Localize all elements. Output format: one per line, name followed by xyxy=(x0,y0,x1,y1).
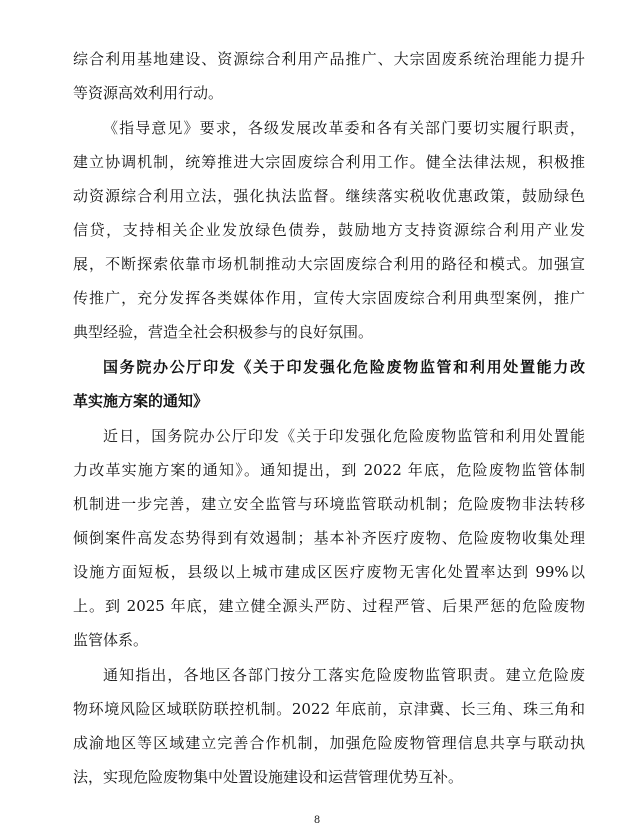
text-line: 建立协调机制，统筹推进大宗固废综合利用工作。健全法律法规，积极推 xyxy=(73,153,585,171)
text-line: 监管体系。 xyxy=(73,631,149,649)
text-line: 法，实现危险废物集中处置设施建设和运营管理优势互补。 xyxy=(73,768,464,786)
text-line: 机制进一步完善，建立安全监管与环境监管联动机制；危险废物非法转移 xyxy=(73,495,585,513)
text-line: 传推广，充分发挥各类媒体作用，宣传大宗固废综合利用典型案例，推广 xyxy=(73,289,585,307)
text-line: 力改革实施方案的通知》。通知提出，到 2022 年底，危险废物监管体制 xyxy=(73,461,585,479)
section-heading: 革实施方案的通知》 xyxy=(73,392,209,410)
text-line: 倾倒案件高发态势得到有效遏制；基本补齐医疗废物、危险废物收集处理 xyxy=(73,529,585,547)
text-line: 上。到 2025 年底，建立健全源头严防、过程严管、后果严惩的危险废物 xyxy=(73,597,585,615)
text-line: 近日，国务院办公厅印发《关于印发强化危险废物监管和利用处置能 xyxy=(103,427,585,445)
text-line: 综合利用基地建设、资源综合利用产品推广、大宗固废系统治理能力提升 xyxy=(73,50,585,68)
text-line: 成渝地区等区域建立完善合作机制，加强危险废物管理信息共享与联动执 xyxy=(73,734,585,752)
text-line: 设施方面短板，县级以上城市建成区医疗废物无害化处置率达到 99%以 xyxy=(73,563,585,581)
text-line: 等资源高效利用行动。 xyxy=(73,84,224,102)
section-heading: 国务院办公厅印发《关于印发强化危险废物监管和利用处置能力改 xyxy=(103,358,585,376)
text-line: 展，不断探索依靠市场机制推动大宗固废综合利用的路径和模式。加强宣 xyxy=(73,255,585,273)
page-number: 8 xyxy=(313,815,321,826)
text-line: 《指导意见》要求，各级发展改革委和各有关部门要切实履行职责， xyxy=(103,119,585,137)
text-line: 动资源综合利用立法，强化执法监督。继续落实税收优惠政策，鼓励绿色 xyxy=(73,187,585,205)
text-line: 物环境风险区域联防联控机制。2022 年底前，京津冀、长三角、珠三角和 xyxy=(73,700,585,718)
text-line: 通知指出，各地区各部门按分工落实危险废物监管职责。建立危险废 xyxy=(103,666,585,684)
text-line: 典型经验，营造全社会积极参与的良好氛围。 xyxy=(73,323,374,341)
text-line: 信贷，支持相关企业发放绿色债券，鼓励地方支持资源综合利用产业发 xyxy=(73,221,585,239)
